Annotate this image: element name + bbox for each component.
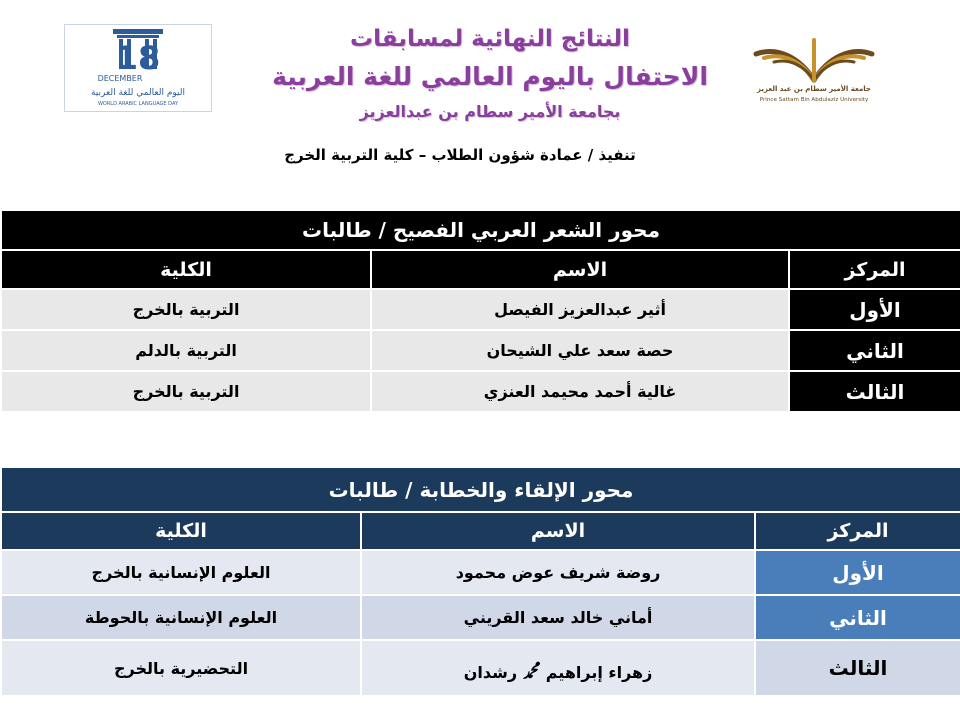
- table-row: [1, 289, 960, 330]
- university-arabic-name: جامعة الأمير سطام بن عبد العزيز: [757, 85, 871, 93]
- college-cell: التربية بالخرج: [1, 289, 371, 330]
- name-cell: روضة شريف عوض محمود: [361, 550, 755, 595]
- arabic-language-day-logo: [64, 24, 212, 112]
- table-title-row: [1, 467, 960, 512]
- table-header-row: [1, 512, 960, 550]
- page-title-line-3: بجامعة الأمير سطام بن عبدالعزيز: [359, 102, 621, 121]
- name-cell: حصة سعد علي الشيحان: [371, 330, 789, 371]
- table-title-row: [1, 210, 960, 250]
- rank-cell: الثاني: [755, 595, 960, 640]
- rank-cell: الثالث: [755, 640, 960, 696]
- table-row: [1, 371, 960, 412]
- column-header-rank: المركز: [789, 250, 960, 289]
- logo-month: DECEMBER: [97, 74, 143, 83]
- column-header-college: الكلية: [1, 250, 371, 289]
- table-row: [1, 550, 960, 595]
- table-row: [1, 595, 960, 640]
- rank-cell: الثالث: [789, 371, 960, 412]
- logo-arabic-text: اليوم العالمي للغة العربية: [90, 88, 186, 98]
- rank-cell: الأول: [755, 550, 960, 595]
- college-cell: العلوم الإنسانية بالخرج: [1, 550, 361, 595]
- logo-english-text: WORLD ARABIC LANGUAGE DAY: [97, 101, 179, 107]
- college-cell: التربية بالدلم: [1, 330, 371, 371]
- oratory-results-table: [0, 466, 960, 697]
- name-cell: زهراء إبراهيم ﷴ رشدان: [361, 640, 755, 696]
- poetry-results-table: [0, 209, 960, 413]
- university-logo: [750, 28, 878, 106]
- table-row: [1, 640, 960, 696]
- table-title: محور الشعر العربي الفصيح / طالبات: [1, 210, 960, 250]
- college-cell: التحضيرية بالخرج: [1, 640, 361, 696]
- column-header-college: الكلية: [1, 512, 361, 550]
- column-header-name: الاسم: [361, 512, 755, 550]
- rank-cell: الأول: [789, 289, 960, 330]
- table-row: [1, 330, 960, 371]
- logo-day-number: 18: [115, 39, 161, 77]
- table-title: محور الإلقاء والخطابة / طالبات: [1, 467, 960, 512]
- college-cell: العلوم الإنسانية بالحوطة: [1, 595, 361, 640]
- university-english-name: Prince Sattam Bin Abdulaziz University: [759, 97, 869, 103]
- name-cell: أثير عبدالعزيز الفيصل: [371, 289, 789, 330]
- name-cell: أماني خالد سعد القريني: [361, 595, 755, 640]
- page-title-line-2: الاحتفال باليوم العالمي للغة العربية: [272, 62, 708, 91]
- rank-cell: الثاني: [789, 330, 960, 371]
- organizer-subtitle: تنفيذ / عمادة شؤون الطلاب – كلية التربية الخرج: [284, 146, 636, 164]
- college-cell: التربية بالخرج: [1, 371, 371, 412]
- page-title-line-1: النتائج النهائية لمسابقات: [350, 26, 630, 52]
- name-cell: غالية أحمد محيمد العنزي: [371, 371, 789, 412]
- table-header-row: [1, 250, 960, 289]
- column-header-name: الاسم: [371, 250, 789, 289]
- column-header-rank: المركز: [755, 512, 960, 550]
